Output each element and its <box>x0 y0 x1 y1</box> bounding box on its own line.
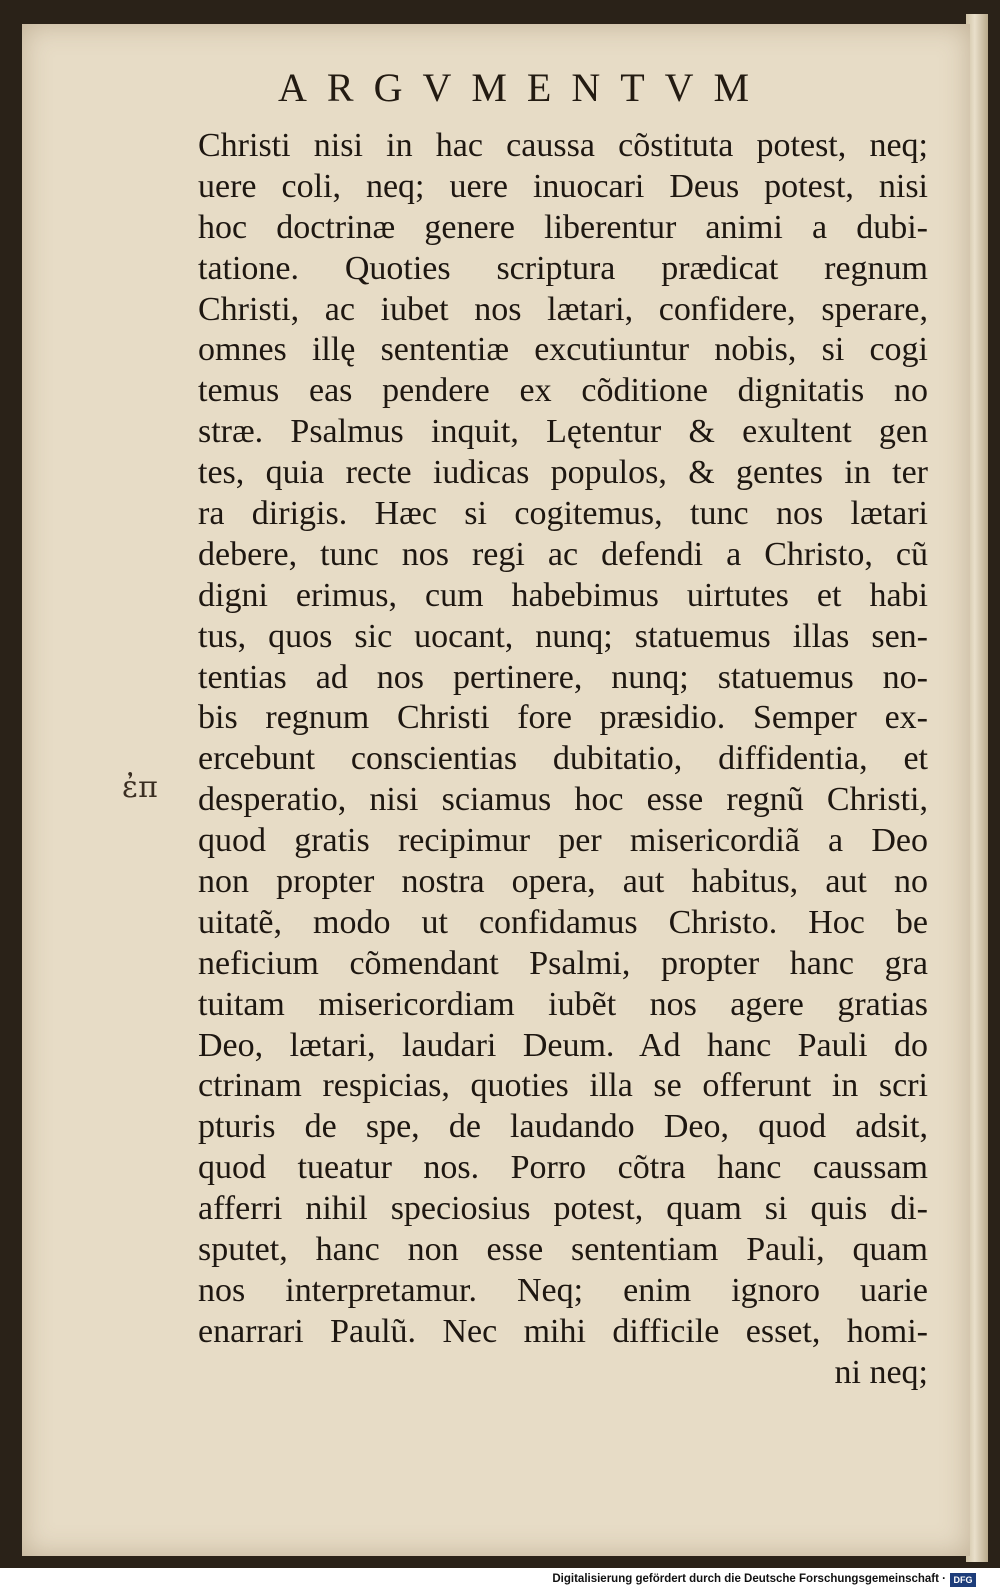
text-line: bis regnum Christi fore præsidio. Semper ex- <box>198 699 928 737</box>
running-head: ARGVMENTVM <box>278 65 770 110</box>
text-line: ctrinam respicias, quoties illa se offerunt in scri <box>198 1067 928 1105</box>
text-line: pturis de spe, de laudando Deo, quod adsit, <box>198 1108 928 1146</box>
text-line: digni erimus, cum habebimus uirtutes et habi <box>198 576 928 614</box>
text-line: tes, quia recte iudicas populos, & gentes in ter <box>198 454 928 492</box>
text-line: enarrari Paulũ. Nec mihi difficile esset, homi- <box>198 1312 928 1350</box>
catchword: ni neq; <box>834 1353 928 1391</box>
text-line: hoc doctrinæ genere liberentur animi a dubi- <box>198 208 928 246</box>
text-line: uitatẽ, modo ut confidamus Christo. Hoc be <box>198 903 928 941</box>
text-line: neficium cõmendant Psalmi, propter hanc gra <box>198 944 928 982</box>
text-line: tentias ad nos pertinere, nunq; statuemus no- <box>198 658 928 696</box>
text-line: quod gratis recipimur per misericordiã a Deo <box>198 822 928 860</box>
text-line: debere, tunc nos regi ac defendi a Christo, cũ <box>198 535 928 573</box>
footer-bar <box>0 1568 1000 1594</box>
text-line: quod tueatur nos. Porro cõtra hanc caussam <box>198 1149 928 1187</box>
text-block <box>198 126 928 1394</box>
text-line: stræ. Psalmus inquit, Lętentur & exultent gen <box>198 413 928 451</box>
text-line: sputet, hanc non esse sententiam Pauli, quam <box>198 1231 928 1269</box>
text-line: uere coli, neq; uere inuocari Deus potest, nisi <box>198 167 928 205</box>
text-line: tus, quos sic uocant, nunq; statuemus illas sen- <box>198 617 928 655</box>
text-line: Christi, ac iubet nos lætari, confidere, sperare, <box>198 290 928 328</box>
text-line: afferri nihil speciosius potest, quam si quis di- <box>198 1190 928 1228</box>
text-line: nos interpretamur. Neq; enim ignoro uarie <box>198 1271 928 1309</box>
text-line: tatione. Quoties scriptura prædicat regnum <box>198 249 928 287</box>
text-line: Deo, lætari, laudari Deum. Ad hanc Pauli do <box>198 1026 928 1064</box>
text-line: desperatio, nisi sciamus hoc esse regnũ Christi, <box>198 781 928 819</box>
dfg-logo: DFG <box>950 1573 976 1587</box>
text-line: ra dirigis. Hæc si cogitemus, tunc nos lætari <box>198 495 928 533</box>
marginal-mark: ἐπ <box>122 770 158 805</box>
text-line: omnes illę sententiæ excutiuntur nobis, si cogi <box>198 331 928 369</box>
text-line: tuitam misericordiam iubẽt nos agere gratias <box>198 985 928 1023</box>
text-line: non propter nostra opera, aut habitus, aut no <box>198 863 928 901</box>
text-line: temus eas pendere ex cõditione dignitatis no <box>198 372 928 410</box>
funding-credit: Digitalisierung gefördert durch die Deutsche Forschungsgemeinschaft · <box>552 1573 946 1585</box>
text-line: ercebunt conscientias dubitatio, diffidentia, et <box>198 740 928 778</box>
text-line: Christi nisi in hac caussa cõstituta potest, neq; <box>198 127 928 164</box>
